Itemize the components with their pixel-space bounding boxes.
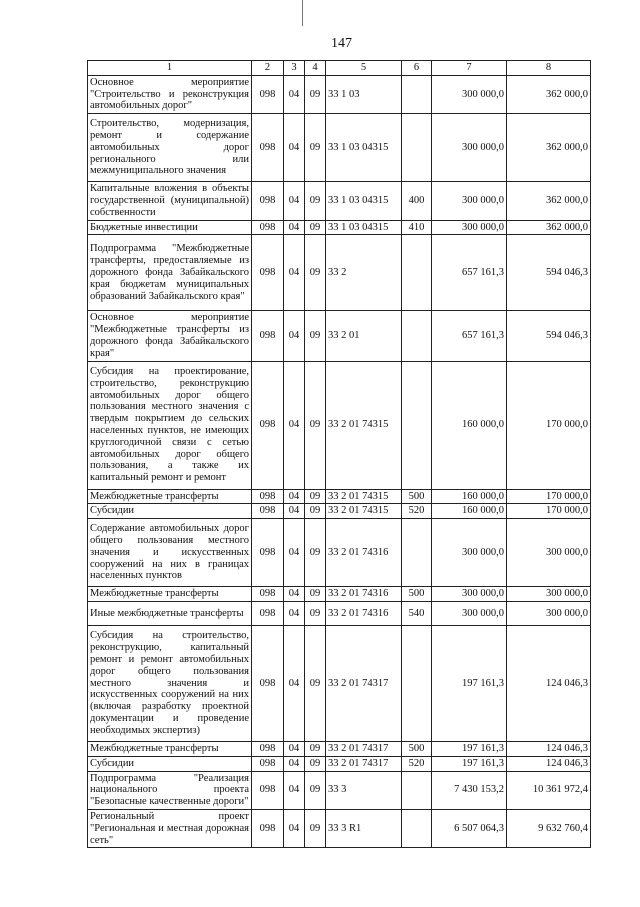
table-row: [88, 771, 591, 809]
row-value-cell: 300 000,0: [432, 75, 507, 113]
row-value-cell: 04: [284, 75, 305, 113]
row-value-cell: 520: [402, 504, 432, 519]
row-value-cell: 09: [305, 311, 326, 361]
page-number: 147: [331, 36, 352, 51]
row-value-cell: 098: [252, 75, 284, 113]
row-value-cell: 33 2 01 74315: [326, 504, 402, 519]
row-value-cell: 04: [284, 587, 305, 602]
row-name-cell: Межбюджетные трансферты: [88, 741, 252, 756]
row-value-cell: 33 2 01 74317: [326, 756, 402, 771]
table-row: [88, 756, 591, 771]
row-value-cell: 540: [402, 601, 432, 625]
row-value-cell: 098: [252, 587, 284, 602]
row-value-cell: 300 000,0: [432, 601, 507, 625]
row-name-cell: Основное мероприятие "Строительство и реконструкция автомобильных дорог": [88, 75, 252, 113]
row-value-cell: [402, 809, 432, 847]
row-value-cell: 500: [402, 489, 432, 504]
row-name-cell: Подпрограмма "Реализация национального проекта "Безопасные качественные дороги": [88, 771, 252, 809]
table-row: [88, 741, 591, 756]
row-value-cell: 300 000,0: [507, 519, 591, 587]
table-row: [88, 601, 591, 625]
row-value-cell: 410: [402, 220, 432, 235]
row-value-cell: 33 2 01 74315: [326, 361, 402, 489]
row-name-cell: Субсидии: [88, 504, 252, 519]
row-value-cell: 09: [305, 809, 326, 847]
column-header: 2: [252, 61, 284, 76]
table-row: [88, 361, 591, 489]
row-value-cell: 500: [402, 741, 432, 756]
column-header: 8: [507, 61, 591, 76]
row-value-cell: 09: [305, 489, 326, 504]
row-value-cell: [402, 519, 432, 587]
row-name-cell: Содержание автомобильных дорог общего пользования местного значения и искусственных сооружений на них в границах населенных пунктов: [88, 519, 252, 587]
row-value-cell: 09: [305, 361, 326, 489]
row-value-cell: 04: [284, 601, 305, 625]
row-name-cell: Строительство, модернизация, ремонт и содержание автомобильных дорог регионального или межмуниципального значения: [88, 114, 252, 182]
row-value-cell: 098: [252, 625, 284, 741]
table-row: [88, 489, 591, 504]
row-value-cell: 09: [305, 519, 326, 587]
row-value-cell: 300 000,0: [432, 114, 507, 182]
row-value-cell: 09: [305, 601, 326, 625]
column-header: 7: [432, 61, 507, 76]
row-value-cell: [402, 114, 432, 182]
row-value-cell: 04: [284, 625, 305, 741]
row-value-cell: 33 2 01 74317: [326, 741, 402, 756]
row-value-cell: 197 161,3: [432, 741, 507, 756]
row-value-cell: 300 000,0: [507, 601, 591, 625]
row-value-cell: 33 2 01: [326, 311, 402, 361]
row-value-cell: 300 000,0: [507, 587, 591, 602]
row-value-cell: 04: [284, 114, 305, 182]
row-value-cell: 33 1 03 04315: [326, 114, 402, 182]
row-value-cell: 400: [402, 182, 432, 220]
table-row: [88, 809, 591, 847]
column-header: 3: [284, 61, 305, 76]
row-value-cell: 09: [305, 75, 326, 113]
row-value-cell: [402, 625, 432, 741]
row-value-cell: 09: [305, 741, 326, 756]
row-value-cell: 124 046,3: [507, 756, 591, 771]
row-value-cell: 098: [252, 235, 284, 311]
row-value-cell: 594 046,3: [507, 311, 591, 361]
row-value-cell: 33 2 01 74317: [326, 625, 402, 741]
row-value-cell: 124 046,3: [507, 625, 591, 741]
row-name-cell: Субсидии: [88, 756, 252, 771]
row-value-cell: 594 046,3: [507, 235, 591, 311]
row-value-cell: 300 000,0: [432, 587, 507, 602]
row-value-cell: 04: [284, 182, 305, 220]
table-row: [88, 220, 591, 235]
row-value-cell: 33 2: [326, 235, 402, 311]
row-value-cell: [402, 361, 432, 489]
row-value-cell: 04: [284, 235, 305, 311]
table-row: [88, 235, 591, 311]
row-value-cell: 33 3: [326, 771, 402, 809]
row-value-cell: 657 161,3: [432, 311, 507, 361]
row-value-cell: 09: [305, 235, 326, 311]
row-value-cell: 09: [305, 625, 326, 741]
row-value-cell: 09: [305, 771, 326, 809]
row-value-cell: 09: [305, 756, 326, 771]
row-name-cell: Межбюджетные трансферты: [88, 489, 252, 504]
row-name-cell: Капитальные вложения в объекты государственной (муниципальной) собственности: [88, 182, 252, 220]
row-value-cell: 04: [284, 361, 305, 489]
row-value-cell: 362 000,0: [507, 220, 591, 235]
row-value-cell: 300 000,0: [432, 519, 507, 587]
row-value-cell: 098: [252, 741, 284, 756]
row-name-cell: Межбюджетные трансферты: [88, 587, 252, 602]
row-value-cell: 04: [284, 489, 305, 504]
row-value-cell: 300 000,0: [432, 182, 507, 220]
row-value-cell: 197 161,3: [432, 756, 507, 771]
row-value-cell: 04: [284, 311, 305, 361]
row-value-cell: 04: [284, 220, 305, 235]
table-row: [88, 311, 591, 361]
row-value-cell: 33 2 01 74316: [326, 587, 402, 602]
row-value-cell: 657 161,3: [432, 235, 507, 311]
column-header: 6: [402, 61, 432, 76]
row-value-cell: 124 046,3: [507, 741, 591, 756]
row-value-cell: 33 1 03 04315: [326, 182, 402, 220]
row-value-cell: 160 000,0: [432, 504, 507, 519]
row-value-cell: 098: [252, 182, 284, 220]
row-value-cell: 170 000,0: [507, 361, 591, 489]
row-value-cell: 33 1 03: [326, 75, 402, 113]
table-row: [88, 519, 591, 587]
row-value-cell: 170 000,0: [507, 489, 591, 504]
row-value-cell: 04: [284, 519, 305, 587]
row-value-cell: 09: [305, 220, 326, 235]
row-value-cell: 098: [252, 601, 284, 625]
row-value-cell: 098: [252, 809, 284, 847]
row-name-cell: Субсидия на строительство, реконструкцию, капитальный ремонт и ремонт автомобильных дорог общего пользования местного значения и искусственных сооружений на них (включая разработку проектной документации и проведение необходимых экспертиз): [88, 625, 252, 741]
row-name-cell: Основное мероприятие "Межбюджетные трансферты из дорожного фонда Забайкальского края": [88, 311, 252, 361]
row-value-cell: 098: [252, 311, 284, 361]
row-value-cell: 04: [284, 756, 305, 771]
row-value-cell: 04: [284, 809, 305, 847]
budget-table: [87, 60, 591, 848]
row-value-cell: 09: [305, 182, 326, 220]
row-name-cell: Региональный проект "Региональная и местная дорожная сеть": [88, 809, 252, 847]
table-row: [88, 625, 591, 741]
row-value-cell: 098: [252, 489, 284, 504]
row-name-cell: Бюджетные инвестиции: [88, 220, 252, 235]
row-value-cell: 33 1 03 04315: [326, 220, 402, 235]
row-value-cell: 362 000,0: [507, 114, 591, 182]
row-value-cell: 160 000,0: [432, 489, 507, 504]
row-value-cell: 098: [252, 220, 284, 235]
row-value-cell: 362 000,0: [507, 182, 591, 220]
table-row: [88, 504, 591, 519]
row-value-cell: 04: [284, 771, 305, 809]
row-value-cell: 098: [252, 114, 284, 182]
row-value-cell: 33 2 01 74315: [326, 489, 402, 504]
row-value-cell: 09: [305, 587, 326, 602]
row-value-cell: 33 2 01 74316: [326, 519, 402, 587]
row-value-cell: 33 2 01 74316: [326, 601, 402, 625]
row-value-cell: 6 507 064,3: [432, 809, 507, 847]
table-row: [88, 75, 591, 113]
row-name-cell: Иные межбюджетные трансферты: [88, 601, 252, 625]
row-name-cell: Субсидия на проектирование, строительство, реконструкцию автомобильных дорог общего пользования местного значения с твердым покрытием до сельских населенных пунктов, не имеющих круглогодичной связи с сетью автомобильных дорог общего пользования, а также их капитальный ремонт и ремонт: [88, 361, 252, 489]
column-header: 4: [305, 61, 326, 76]
row-value-cell: [402, 311, 432, 361]
binding-margin-line: [302, 0, 303, 26]
table-row: [88, 182, 591, 220]
table-row: [88, 114, 591, 182]
row-value-cell: 33 3 R1: [326, 809, 402, 847]
column-header: 5: [326, 61, 402, 76]
row-value-cell: 160 000,0: [432, 361, 507, 489]
row-value-cell: 098: [252, 771, 284, 809]
row-value-cell: 362 000,0: [507, 75, 591, 113]
row-value-cell: 09: [305, 504, 326, 519]
row-value-cell: [402, 771, 432, 809]
row-value-cell: 098: [252, 519, 284, 587]
row-value-cell: 09: [305, 114, 326, 182]
row-value-cell: 520: [402, 756, 432, 771]
table-header-row: [88, 61, 591, 76]
row-value-cell: 04: [284, 504, 305, 519]
row-name-cell: Подпрограмма "Межбюджетные трансферты, предоставляемые из дорожного фонда Забайкальского края бюджетам муниципальных образований Забайкальского края": [88, 235, 252, 311]
row-value-cell: [402, 235, 432, 311]
row-value-cell: 10 361 972,4: [507, 771, 591, 809]
row-value-cell: 098: [252, 504, 284, 519]
row-value-cell: [402, 75, 432, 113]
row-value-cell: 300 000,0: [432, 220, 507, 235]
table-row: [88, 587, 591, 602]
row-value-cell: 098: [252, 361, 284, 489]
row-value-cell: 9 632 760,4: [507, 809, 591, 847]
row-value-cell: 197 161,3: [432, 625, 507, 741]
row-value-cell: 7 430 153,2: [432, 771, 507, 809]
column-header: 1: [88, 61, 252, 76]
row-value-cell: 500: [402, 587, 432, 602]
row-value-cell: 04: [284, 741, 305, 756]
row-value-cell: 170 000,0: [507, 504, 591, 519]
row-value-cell: 098: [252, 756, 284, 771]
